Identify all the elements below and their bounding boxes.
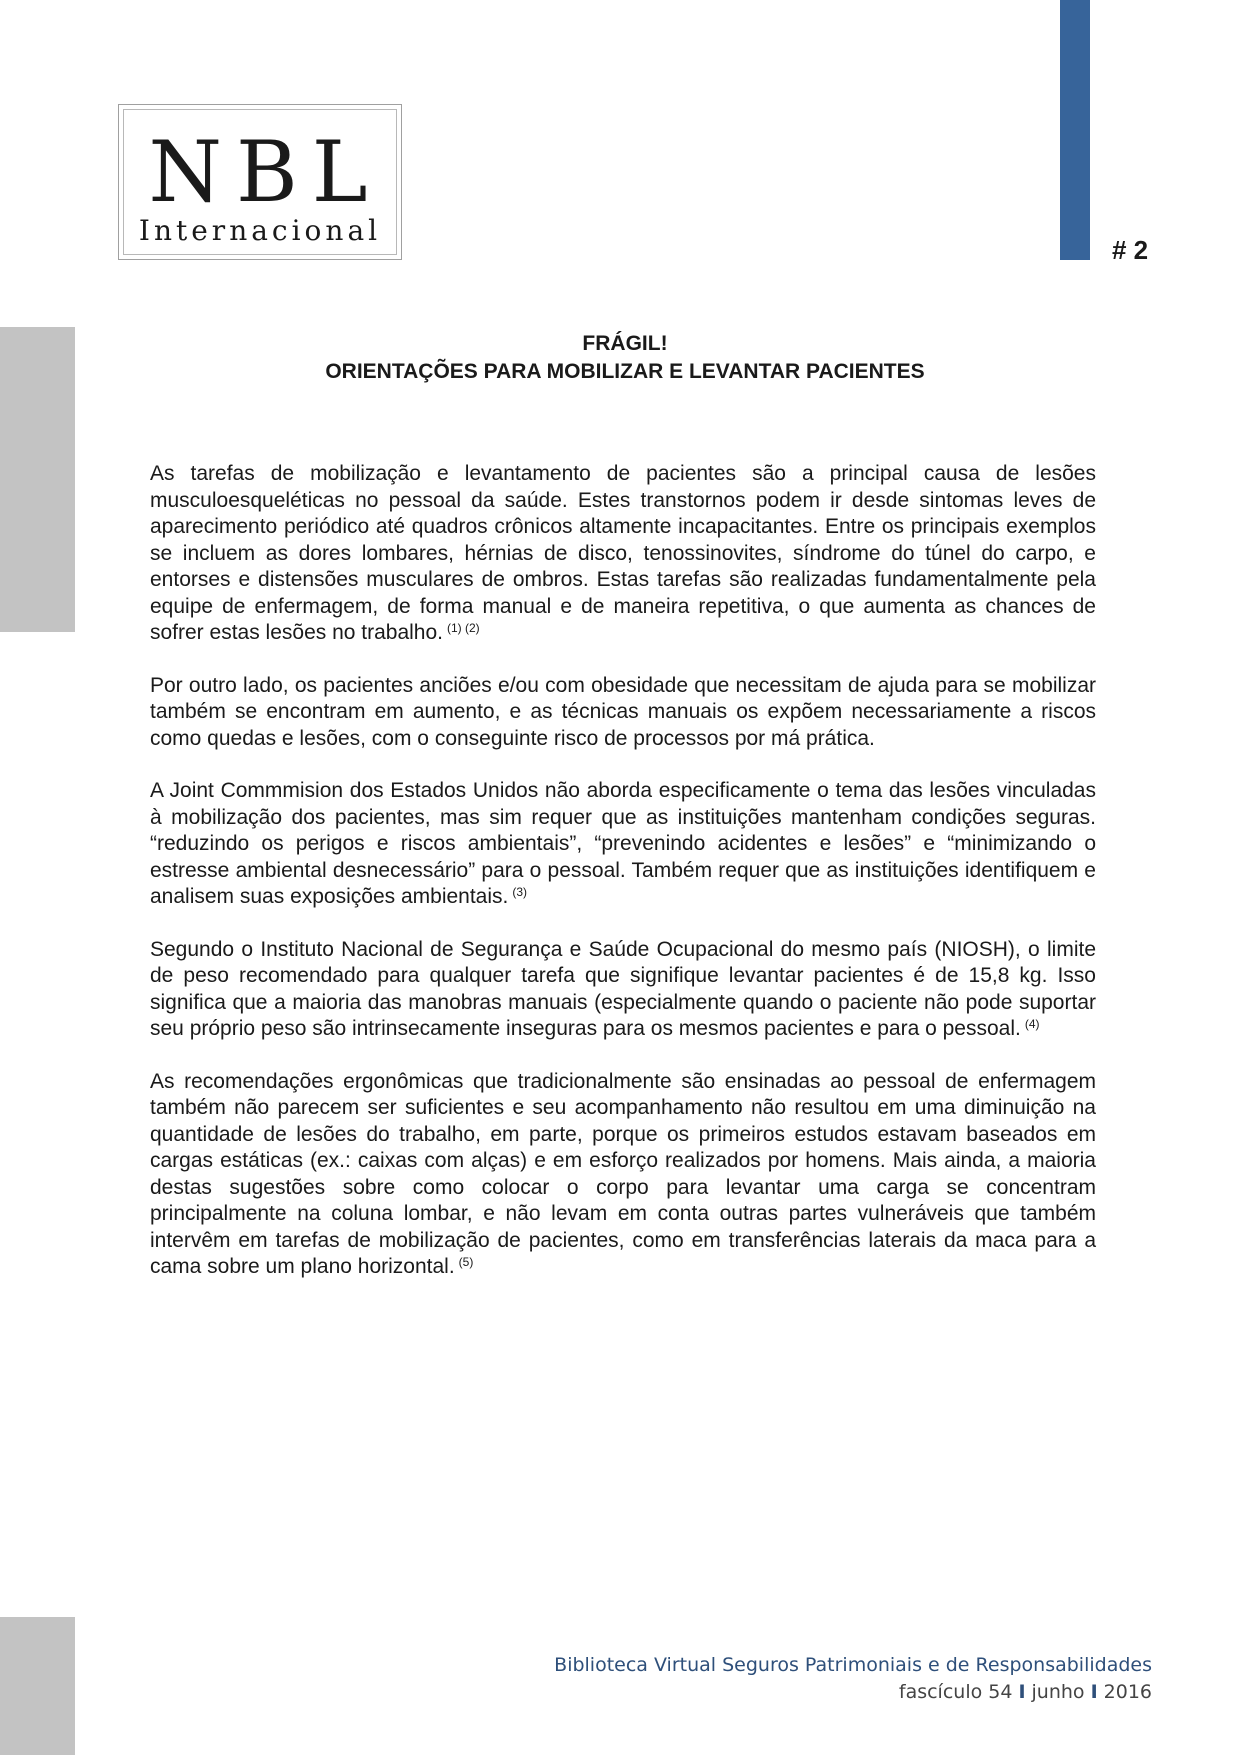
page-number: # 2 xyxy=(1112,235,1149,265)
page-footer xyxy=(554,1652,1152,1706)
reference-marker: (4) xyxy=(1024,1017,1040,1031)
footer-publication: Biblioteca Virtual Seguros Patrimoniais e de Responsabilidades xyxy=(554,1654,1152,1676)
logo-sub-text: Internacional xyxy=(138,214,382,247)
paragraph-text: Segundo o Instituto Nacional de Segurança e Saúde Ocupacional do mesmo país (NIOSH), o limite de peso recomendado para qualquer tarefa que signifique levantar pacientes é de 15,8 kg. Isso significa que a maioria das manobras manuais (especialmente quando o paciente não pode suportar seu próprio peso são intrinsecamente inseguras para os mesmos pacientes e para o pessoal. xyxy=(150,937,1096,1040)
footer-issue: fascículo 54 xyxy=(898,1681,1013,1703)
footer-issue-info xyxy=(554,1678,1152,1706)
reference-marker: (1) (2) xyxy=(447,621,480,635)
nbl-logo xyxy=(118,104,402,260)
paragraph-text: As recomendações ergonômicas que tradicionalmente são ensinadas ao pessoal de enfermagem também não parecem ser suficientes e seu acompanhamento não resultou em uma diminuição na quantidade de lesões do trabalho, em parte, porque os primeiros estudos estavam baseados em cargas estáticas (ex.: caixas com alças) e em esforço realizados por homens. Mais ainda, a maioria destas sugestões sobre como colocar o corpo para levantar uma carga se concentram principalmente na coluna lombar, e não levam em conta outras partes vulneráveis que também intervêm em tarefas de mobilização de pacientes, como em transferências laterais da maca para a cama sobre um plano horizontal. xyxy=(150,1069,1096,1278)
side-tab-top xyxy=(0,327,75,632)
footer-separator: I xyxy=(1090,1681,1098,1703)
header-accent-bar xyxy=(1060,0,1090,260)
paragraph-text: A Joint Commmision dos Estados Unidos não aborda especificamente o tema das lesões vinculadas à mobilização dos pacientes, mas sim requer que as instituições mantenham condições seguras. “reduzindo os perigos e riscos ambientais”, “prevenindo acidentes e lesões” e “minimizando o estresse ambiental desnecessário” para o pessoal. Também requer que as instituições identifiquem e analisem suas exposições ambientais. xyxy=(150,779,1096,908)
paragraph xyxy=(150,461,1096,647)
footer-year: 2016 xyxy=(1103,1681,1152,1703)
reference-marker: (5) xyxy=(458,1255,474,1269)
paragraph-text: Por outro lado, os pacientes anciões e/ou com obesidade que necessitam de ajuda para se mobilizar também se encontram em aumento, e as técnicas manuais os expõem necessariamente a riscos como quedas e lesões, com o conseguinte risco de processos por má prática. xyxy=(150,673,1096,750)
logo-main-text: NBL xyxy=(148,123,382,221)
paragraph xyxy=(150,1069,1096,1281)
paragraph xyxy=(150,937,1096,1043)
footer-month: junho xyxy=(1031,1681,1085,1703)
title-line-2: ORIENTAÇÕES PARA MOBILIZAR E LEVANTAR PACIENTES xyxy=(325,360,925,383)
paragraph xyxy=(150,778,1096,911)
article-body xyxy=(150,461,1096,1307)
paragraph xyxy=(150,673,1096,753)
document-title xyxy=(150,330,1100,386)
reference-marker: (3) xyxy=(512,885,528,899)
footer-separator: I xyxy=(1018,1681,1026,1703)
paragraph-text: As tarefas de mobilização e levantamento de pacientes são a principal causa de lesões musculoesqueléticas no pessoal da saúde. Estes transtornos podem ir desde sintomas leves de aparecimento periódico até quadros crônicos altamente incapacitantes. Entre os principais exemplos se incluem as dores lombares, hérnias de disco, tenossinovites, síndrome do túnel do carpo, e entorses e distensões musculares de ombros. Estas tarefas são realizadas fundamentalmente pela equipe de enfermagem, de forma manual e de maneira repetitiva, o que aumenta as chances de sofrer estas lesões no trabalho. xyxy=(150,462,1096,644)
title-line-1: FRÁGIL! xyxy=(582,332,668,355)
side-tab-bottom xyxy=(0,1617,75,1755)
